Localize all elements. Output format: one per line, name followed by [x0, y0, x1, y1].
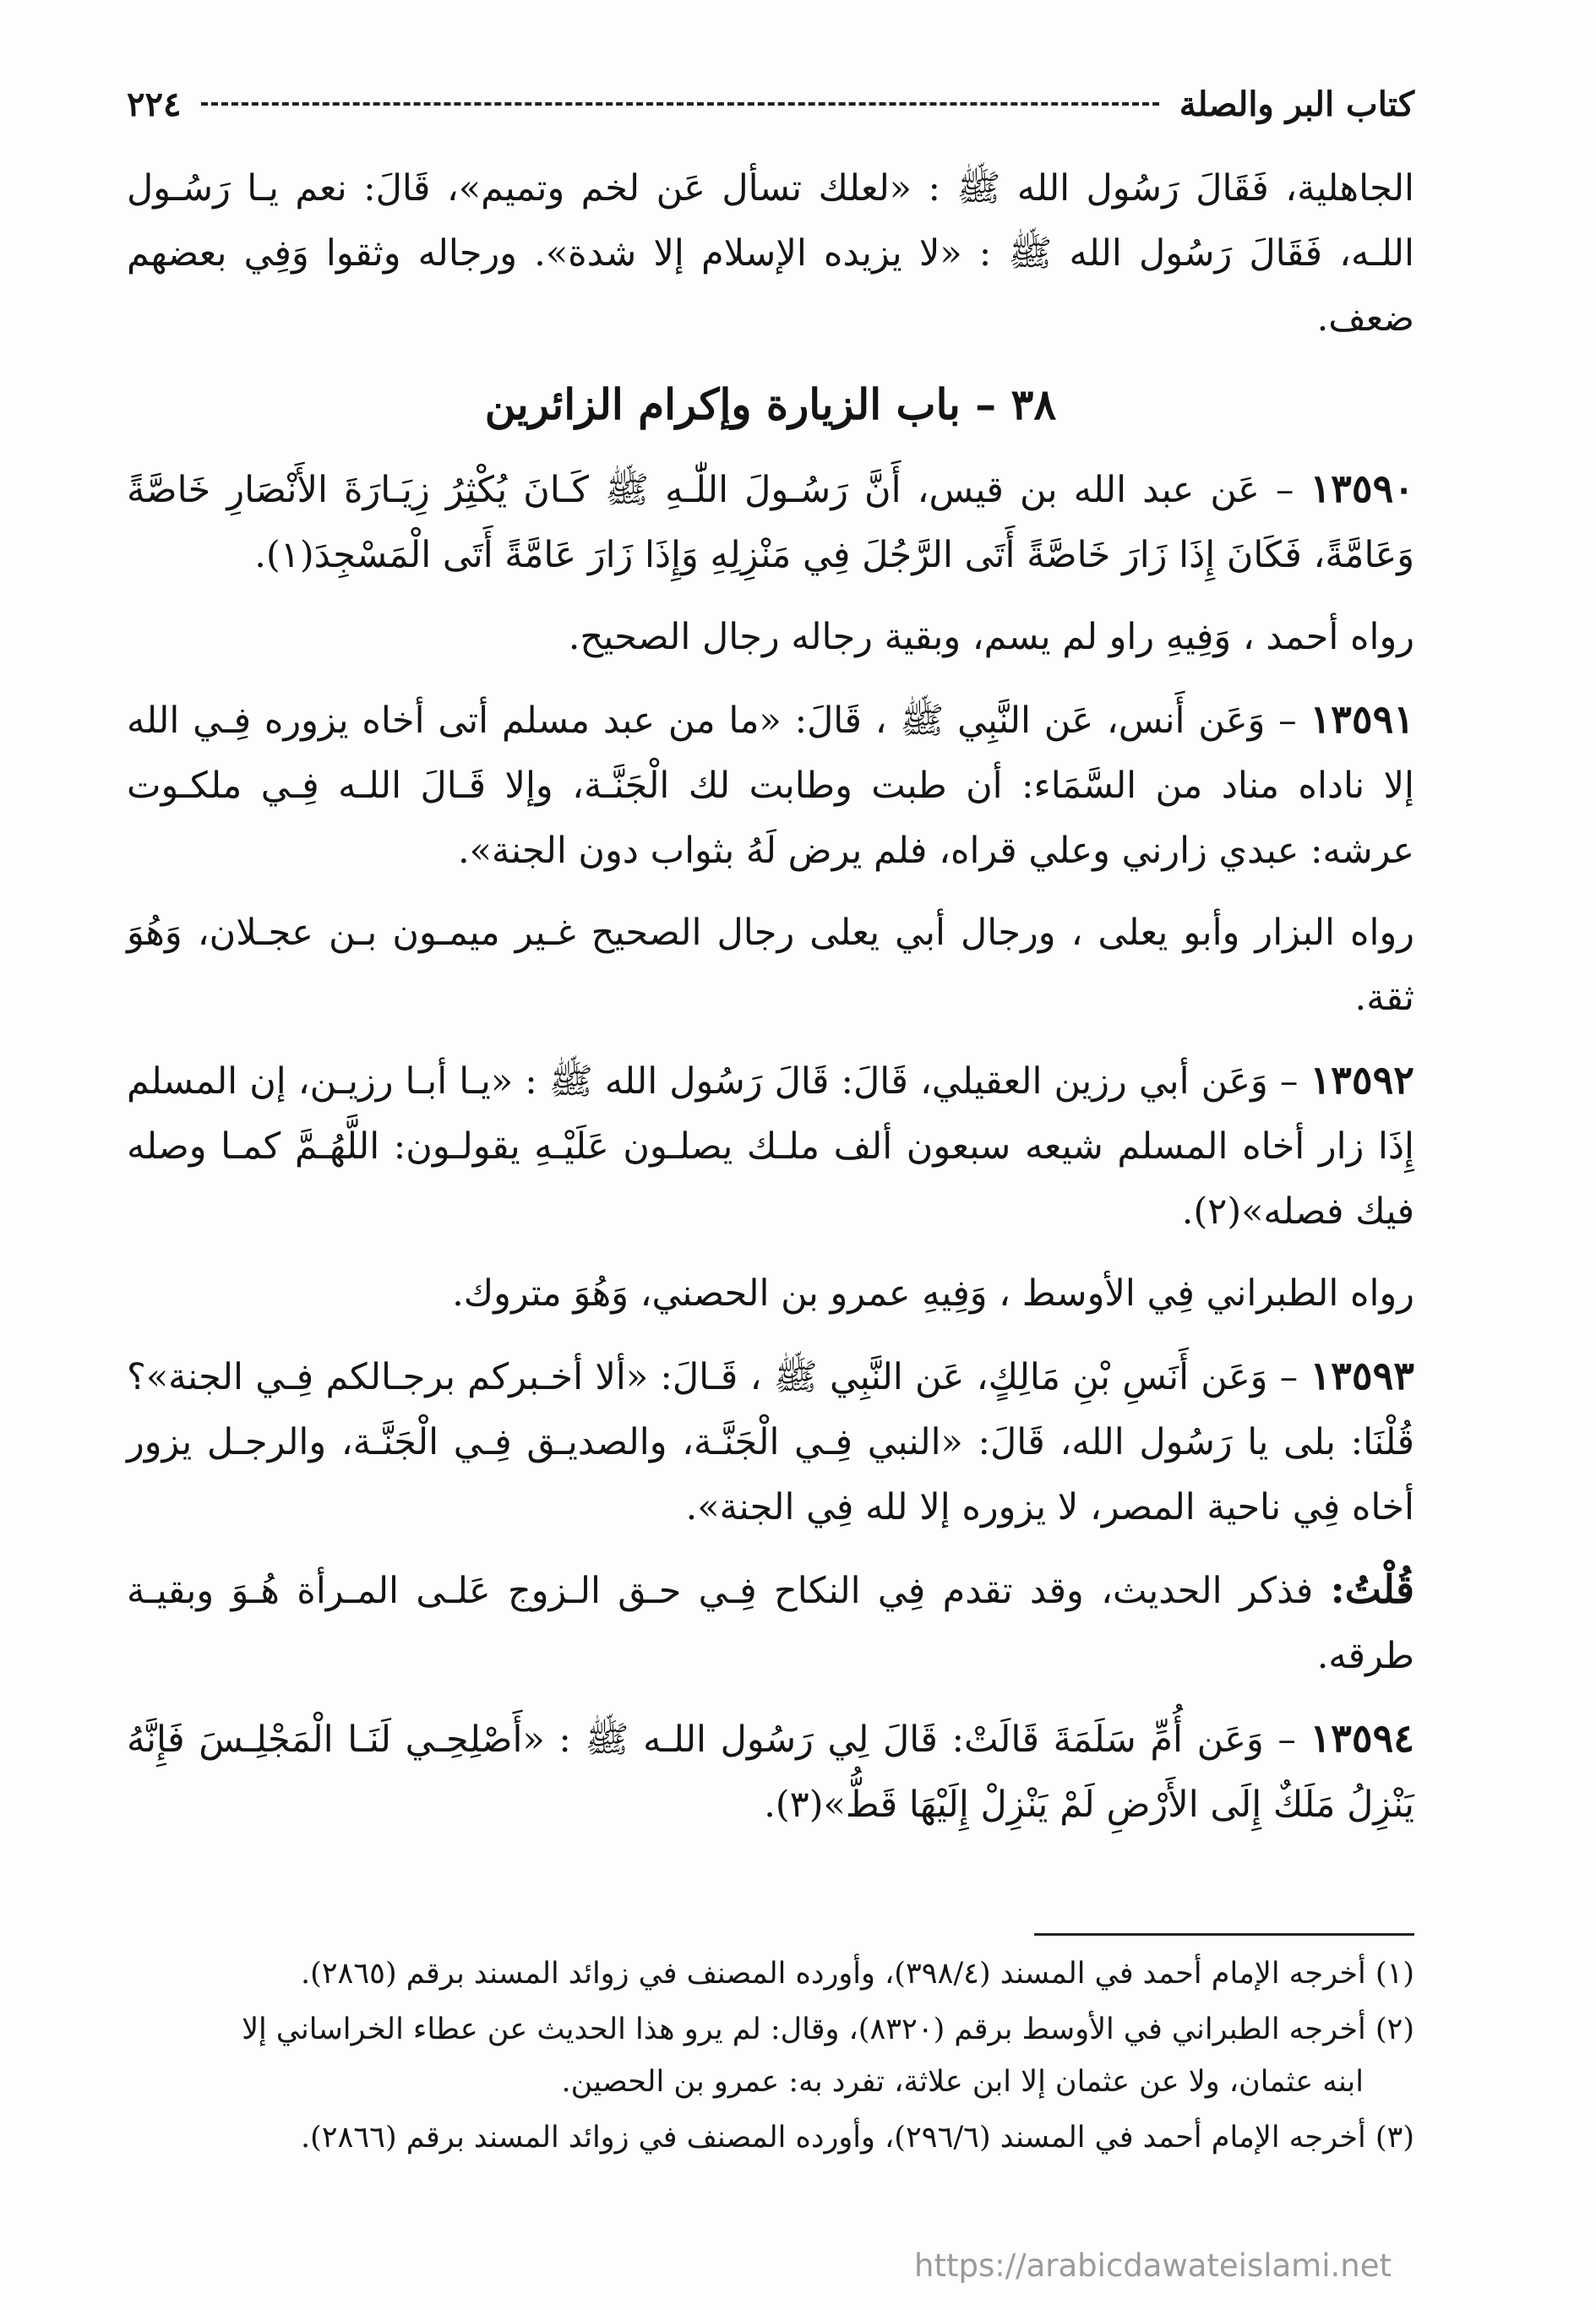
- hadith-13594: [127, 1706, 1414, 1838]
- hadith-text: – وَعَن أُمِّ سَلَمَةَ قَالَتْ: قَالَ لِي رَسُول اللـه ﷺ : «أَصْلِحِـي لَنَـا الْمَجْلِـسَ فَإِنَّهُ يَنْزِلُ مَلَكٌ إِلَى الأَرْضِ لَمْ يَنْزِلْ إِلَيْهَا قَطُّ»(٣).: [127, 1719, 1414, 1826]
- intro-line-2: فَقَالَ رَسُول الله ﷺ : «لا يزيده الإسلام إلا شدة». ورجاله وثقوا وَفِي بعضهم ضعف.: [127, 232, 1414, 340]
- hadith-13591: [127, 687, 1414, 884]
- book-title: كتاب البر والصلة: [1179, 84, 1414, 124]
- intro-paragraph: [127, 156, 1414, 351]
- hadith-number: ١٣٥٩٣: [1310, 1353, 1414, 1398]
- qultu-label: قُلْتُ:: [1330, 1566, 1414, 1612]
- footnote-continuation: ابنه عثمان، ولا عن عثمان إلا ابن علاثة، تفرد به: عمرو بن الحصين.: [561, 2065, 1364, 2099]
- hadith-text: – وَعَن أبي رزين العقيلي، قَالَ: قَالَ رَسُول الله ﷺ : «يـا أبـا رزيـن، إن المسلم إِذَا زار أخاه المسلم شيعه سبعون ألف ملـك يصلـون عَلَيْـهِ يقولـون: اللَّهُـمَّ كمـا وصله فيك فصله»(٢).: [127, 1060, 1414, 1233]
- hadith-number: ١٣٥٩١: [1310, 696, 1414, 742]
- hadith-13590: [127, 456, 1414, 588]
- footnotes: [127, 1948, 1414, 2167]
- footnote-3: [127, 2111, 1414, 2164]
- hadith-source: رواه البزار وأبو يعلى ، ورجال أبي يعلى رجال الصحيح غـير ميمـون بـن عجـلان، وَهُوَ ثقة.: [127, 912, 1414, 1019]
- chapter-heading: ٣٨ – باب الزيارة وإكرام الزائرين: [484, 379, 1057, 429]
- footnote-2: [127, 2003, 1414, 2108]
- footnote-1: [127, 1948, 1414, 2000]
- page-header: [127, 74, 1414, 133]
- page-body: [127, 156, 1414, 1855]
- footnote-text: (٢) أخرجه الطبراني في الأوسط برقم (٨٣٢٠)، وقال: لم يرو هذا الحديث عن عطاء الخراساني إلا: [242, 2013, 1414, 2046]
- footnote-text: (٣) أخرجه الإمام أحمد في المسند (٢٩٦/٦)، وأورده المصنف في زوائد المسند برقم (٢٨٦٦).: [300, 2121, 1414, 2155]
- header-dashes: [201, 102, 1158, 106]
- hadith-text: – وَعَن أَنس، عَن النَّبِي ﷺ ، قَالَ: «ما من عبد مسلم أتى أخاه يزوره فِـي الله إلا ناداه مناد من السَّمَاء: أن طبت وطابت لك الْجَنَّـة، وإلا قَـالَ اللـه فِـي ملكـوت عرشه: عبدي زارني وعلي قراه، فلم يرض لَهُ بثواب دون الجنة».: [127, 700, 1414, 872]
- footnote-divider: [1034, 1933, 1414, 1936]
- hadith-source: رواه أحمد ، وَفِيهِ راو لم يسم، وبقية رجاله رجال الصحيح.: [568, 616, 1414, 658]
- hadith-13592: [127, 1048, 1414, 1245]
- page-number: ٢٢٤: [127, 84, 182, 124]
- hadith-number: ١٣٥٩٠: [1310, 466, 1414, 511]
- footnote-text: (١) أخرجه الإمام أحمد في المسند (٣٩٨/٤)، وأورده المصنف في زوائد المسند برقم (٢٨٦٥).: [300, 1957, 1414, 1991]
- hadith-text: – عَن عبد الله بن قيس، أَنَّ رَسُـولَ اللّٰـهِ ﷺ كَـانَ يُكْثِرُ زِيَـارَةَ الأَنْصَارِ خَاصَّةً وَعَامَّةً، فَكَانَ إِذَا زَارَ خَاصَّةً أَتَى الرَّجُلَ فِي مَنْزِلِهِ وَإِذَا زَارَ عَامَّةً أَتَى الْمَسْجِدَ(١).: [127, 469, 1414, 576]
- intro-line-1: الجاهلية، فَقَالَ رَسُول الله ﷺ : «لعلك تسأل عَن لخم وتميم»، قَالَ: نعم يـا رَسُـول اللـه،: [127, 167, 1414, 275]
- hadith-number: ١٣٥٩٢: [1310, 1057, 1414, 1103]
- hadith-source: رواه الطبراني فِي الأوسط ، وَفِيهِ عمرو بن الحصني، وَهُوَ متروك.: [452, 1272, 1414, 1315]
- qultu-text: فذكر الحديث، وقد تقدم فِي النكاح فِـي حـق الـزوج عَلـى المـرأة هُـوَ وبقيـة طرقه.: [127, 1570, 1414, 1677]
- hadith-13593: [127, 1343, 1414, 1540]
- watermark-url: https://arabicdawateislami.net: [914, 2247, 1392, 2284]
- qultu-paragraph: [127, 1557, 1414, 1689]
- hadith-text: – وَعَن أَنَسِ بْنِ مَالِكٍ، عَن النَّبِي ﷺ ، قَـالَ: «ألا أخـبركم برجـالكم فِـي الجنة»؟ قُلْنَا: بلى يا رَسُول الله، قَالَ: «النبي فِـي الْجَنَّـة، والصديـق فِـي الْجَنَّـة، والرجـل يزور أخاه فِي ناحية المصر، لا يزوره إلا لله فِي الجنة».: [127, 1356, 1414, 1528]
- hadith-number: ١٣٥٩٤: [1310, 1715, 1414, 1761]
